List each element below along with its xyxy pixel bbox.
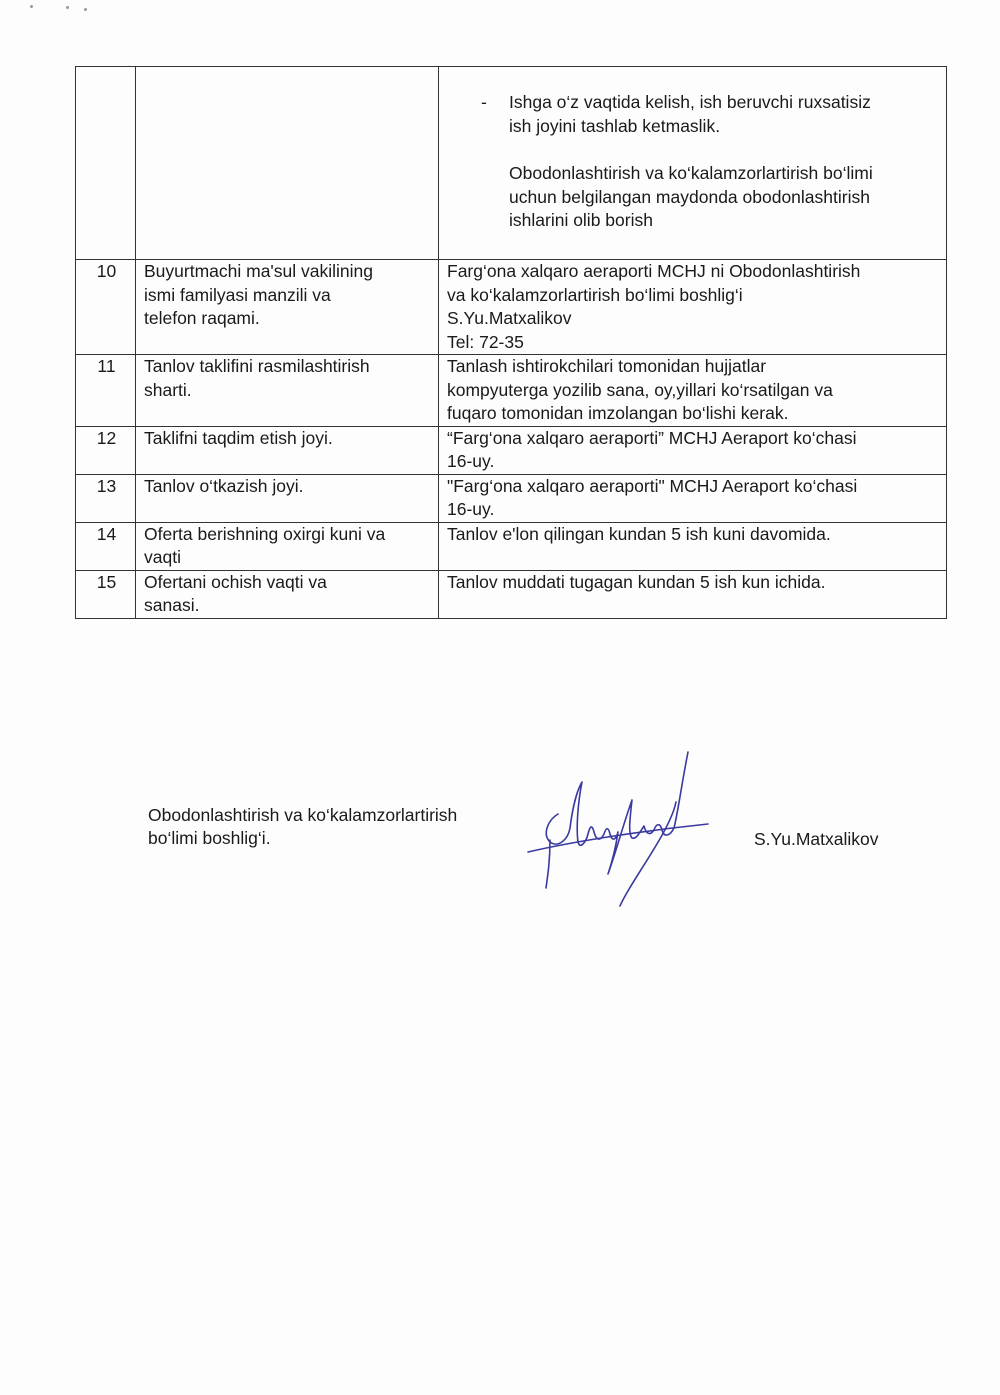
signatory-name: S.Yu.Matxalikov <box>754 829 879 849</box>
row-label-cell <box>136 67 439 260</box>
text-line: sanasi. <box>144 595 200 615</box>
text-line: Obodonlashtirish va ko‘kalamzorlartirish bo‘limi <box>509 163 873 183</box>
row-number-cell: 12 <box>76 426 136 474</box>
text-line: Tanlov o‘tkazish joyi. <box>144 475 304 496</box>
text-line: "Farg‘ona xalqaro aeraporti" MCHJ Aeraport ko‘chasi <box>447 475 858 496</box>
text-line: fuqaro tomonidan imzolangan bo‘lishi kerak. <box>447 403 789 423</box>
table-row <box>76 355 947 427</box>
row-number-cell: 13 <box>76 474 136 522</box>
text-line: Farg‘ona xalqaro aeraporti MCHJ ni Obodonlashtirish <box>447 261 861 281</box>
row-value-cell <box>439 474 947 522</box>
text-line: Tanlov taklifini rasmilashtirish <box>144 356 370 376</box>
row-value-cell <box>439 426 947 474</box>
text-line: uchun belgilangan maydonda obodonlashtirish <box>509 186 870 207</box>
text-line: ish joyini tashlab ketmaslik. <box>509 115 721 136</box>
scan-speck <box>84 8 87 11</box>
scan-speck <box>30 5 33 8</box>
row-number-cell <box>76 67 136 260</box>
text-line: Ofertani ochish vaqti va <box>144 571 327 592</box>
text-line: Buyurtmachi ma'sul vakilining <box>144 261 373 281</box>
text-line: 16-uy. <box>447 451 495 471</box>
text-line: kompyuterga yozilib sana, oy,yillari ko‘rsatilgan va <box>447 379 833 400</box>
row-label-cell <box>136 355 439 427</box>
table-row <box>76 522 947 570</box>
row-number-cell: 15 <box>76 570 136 618</box>
requirements-table <box>75 66 947 619</box>
row-value-cell <box>439 522 947 570</box>
bullet-marker: - <box>481 92 487 112</box>
text-line: telefon raqami. <box>144 308 260 328</box>
table-row <box>76 474 947 522</box>
row-value-cell <box>439 570 947 618</box>
text-line: S.Yu.Matxalikov <box>447 308 572 328</box>
text-line: bo‘limi boshlig‘i. <box>148 828 271 848</box>
row-number-cell: 14 <box>76 522 136 570</box>
row-number-cell: 10 <box>76 260 136 355</box>
row-number-cell: 11 <box>76 355 136 427</box>
text-line: Tanlash ishtirokchilari tomonidan hujjatlar <box>447 356 767 376</box>
row-label-cell <box>136 260 439 355</box>
text-line: Tel: 72-35 <box>447 331 524 352</box>
row-label-cell <box>136 426 439 474</box>
table-row <box>76 67 947 260</box>
signatory-position <box>148 804 457 850</box>
text-line: Ishga o‘z vaqtida kelish, ish beruvchi ruxsatisiz <box>509 92 871 112</box>
text-line: ishlarini olib borish <box>509 210 653 230</box>
scan-speck <box>66 6 69 9</box>
handwritten-signature <box>520 742 720 912</box>
row-value-cell <box>439 67 947 260</box>
row-label-cell <box>136 570 439 618</box>
row-label-cell <box>136 522 439 570</box>
text-line: va ko‘kalamzorlartirish bo‘limi boshlig‘i <box>447 284 743 305</box>
text-line: Tanlov muddati tugagan kundan 5 ish kun ichida. <box>447 571 826 592</box>
table-row <box>76 426 947 474</box>
text-line: Obodonlashtirish va ko‘kalamzorlartirish <box>148 805 458 825</box>
paragraph <box>481 162 940 233</box>
row-value-cell <box>439 355 947 427</box>
text-line: Oferta berishning oxirgi kuni va <box>144 523 386 544</box>
table-row <box>76 570 947 618</box>
table-row <box>76 260 947 355</box>
text-line: Tanlov e'lon qilingan kundan 5 ish kuni davomida. <box>447 523 831 544</box>
row-value-cell <box>439 260 947 355</box>
text-line: ismi familyasi manzili va <box>144 284 331 305</box>
bullet-item <box>481 91 940 138</box>
text-line: sharti. <box>144 379 192 400</box>
text-line: Taklifni taqdim etish joyi. <box>144 427 333 448</box>
row-label-cell <box>136 474 439 522</box>
text-line: 16-uy. <box>447 499 495 519</box>
text-line: “Farg‘ona xalqaro aeraporti” MCHJ Aeraport ko‘chasi <box>447 427 857 448</box>
text-line: vaqti <box>144 547 181 567</box>
